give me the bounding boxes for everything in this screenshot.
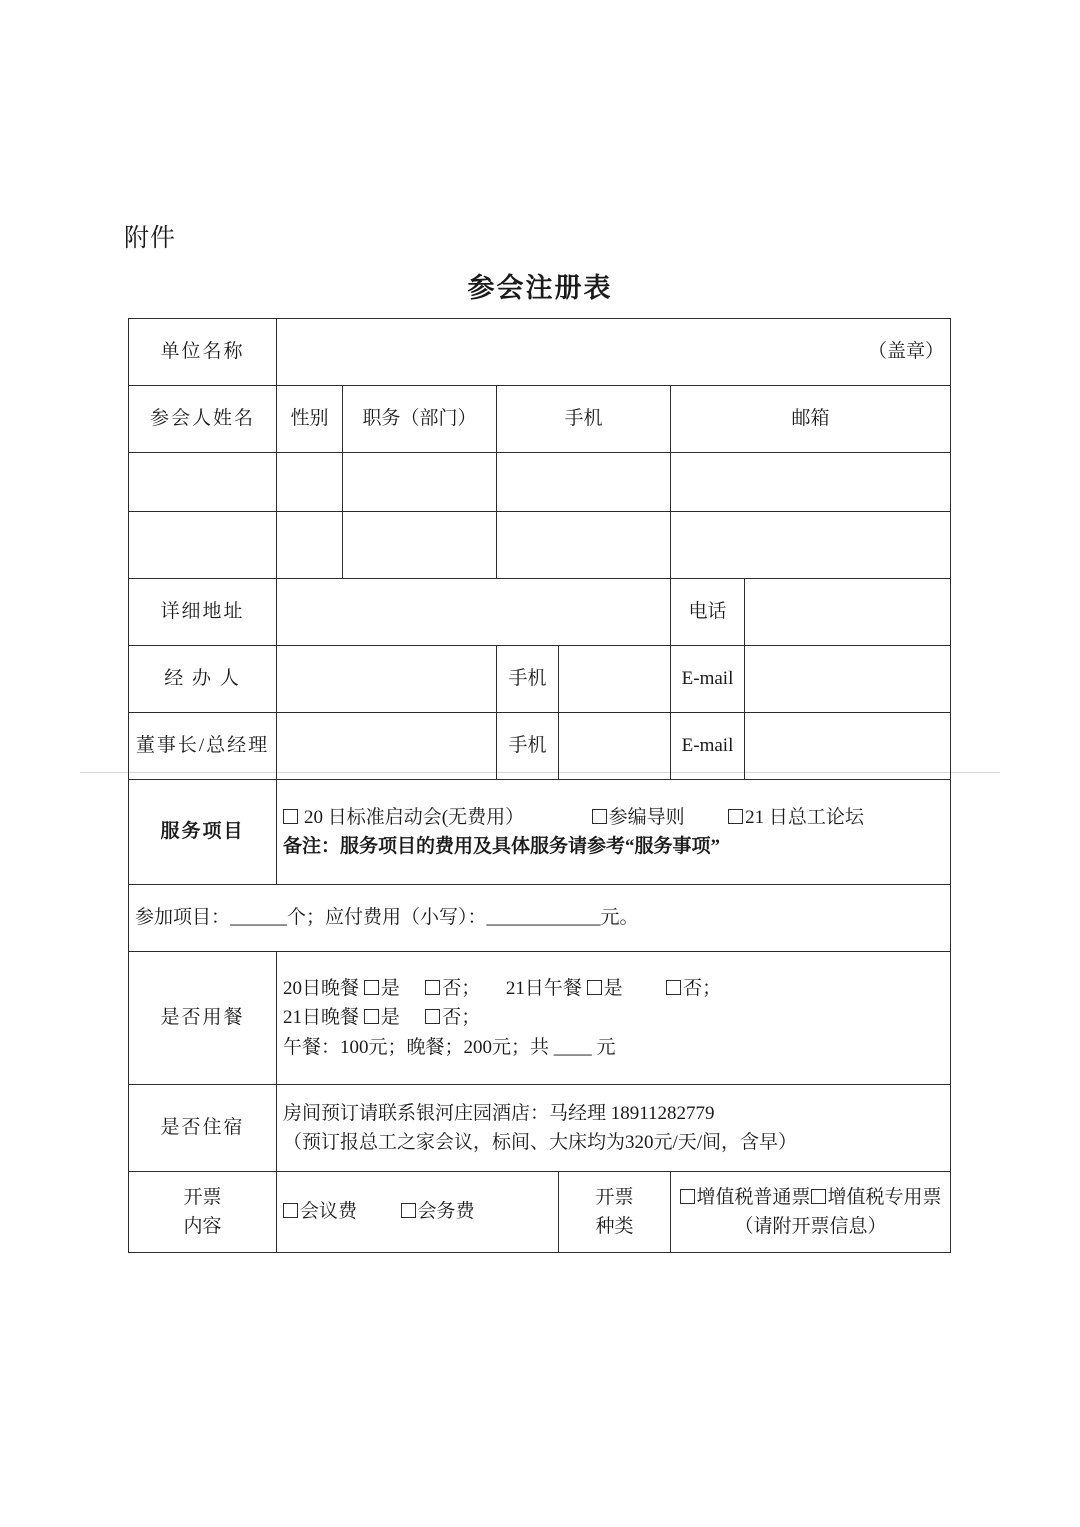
chairman-label: 董事长/总经理: [129, 713, 277, 780]
invoice-kind-general[interactable]: [680, 1187, 811, 1208]
table-row-attendee-2: [129, 512, 951, 579]
service-note: 备注：服务项目的费用及具体服务请参考“服务事项”: [283, 836, 721, 857]
checkbox-icon[interactable]: [283, 1203, 298, 1218]
table-row-meals: [129, 952, 951, 1085]
meal-item-label: 21日晚餐: [283, 1007, 360, 1029]
meal-item-label: 20日晚餐: [283, 977, 360, 999]
invoice-kind-label-text: 增值税普通票: [696, 1186, 811, 1208]
service-option-standard[interactable]: [283, 807, 524, 828]
invoice-content-label-line1: 开票: [183, 1186, 222, 1208]
join-summary-cell: [129, 885, 951, 952]
meal-sep: ；: [702, 977, 722, 999]
lodging-line-2: （预订报总工之家会议，标间、大床均为320元/天/间，含早）: [283, 1132, 798, 1153]
invoice-option-meeting-fee[interactable]: [283, 1201, 357, 1222]
checkbox-icon[interactable]: [364, 980, 379, 995]
unit-name-label: 单位名称: [129, 319, 277, 386]
service-items-cell: [277, 780, 951, 885]
attendee-position-header: 职务（部门）: [343, 386, 497, 453]
join-fee-input[interactable]: ____________: [486, 907, 601, 929]
meal-no-label: 否: [442, 977, 462, 999]
invoice-kind-options-cell: [671, 1172, 951, 1253]
checkbox-icon[interactable]: [425, 1009, 440, 1024]
handler-email-label: E-mail: [671, 646, 745, 713]
meal-label: 是否用餐: [129, 952, 277, 1085]
invoice-content-options-cell: [277, 1172, 559, 1253]
attachment-label: 附件: [124, 225, 177, 252]
meal-yes-label: 是: [380, 977, 400, 999]
attendee-email-header: 邮箱: [671, 386, 951, 453]
invoice-kind-label-text: 增值税专用票: [827, 1186, 942, 1208]
attendee-email-input[interactable]: [671, 453, 951, 512]
address-input[interactable]: [277, 579, 671, 646]
meal-yes-label: 是: [380, 1007, 400, 1029]
handler-mobile-label: 手机: [497, 646, 559, 713]
invoice-option-label: 会务费: [417, 1201, 475, 1223]
chairman-email-input[interactable]: [745, 713, 951, 780]
invoice-option-service-fee[interactable]: [401, 1201, 475, 1222]
handler-email-input[interactable]: [745, 646, 951, 713]
attendee-name-input[interactable]: [129, 453, 277, 512]
checkbox-icon[interactable]: [680, 1189, 695, 1204]
table-row-lodging: [129, 1085, 951, 1172]
table-row-address: [129, 579, 951, 646]
attendee-position-input[interactable]: [343, 453, 497, 512]
invoice-kind-note: （请附开票信息）: [734, 1216, 887, 1237]
address-label: 详细地址: [129, 579, 277, 646]
handler-mobile-input[interactable]: [559, 646, 671, 713]
meal-no-label: 否: [442, 1007, 462, 1029]
meal-20-dinner: [283, 978, 480, 999]
service-items-label: 服务项目: [129, 780, 277, 885]
meal-item-label: 21日午餐: [505, 977, 582, 999]
attendee-name-header: 参会人姓名: [129, 386, 277, 453]
attendee-mobile-input[interactable]: [497, 512, 671, 579]
meal-21-dinner: [283, 1007, 480, 1028]
registration-form-table: [128, 318, 951, 1253]
chairman-email-label: E-mail: [671, 713, 745, 780]
meal-price-line: 午餐：100元；晚餐；200元；共 ____ 元: [283, 1036, 616, 1058]
table-row-chairman: [129, 713, 951, 780]
meal-yes-label: 是: [603, 977, 623, 999]
attendee-gender-input[interactable]: [277, 512, 343, 579]
checkbox-icon[interactable]: [811, 1189, 826, 1204]
checkbox-icon[interactable]: [364, 1009, 379, 1024]
checkbox-icon[interactable]: [587, 980, 602, 995]
page-title: 参会注册表: [467, 273, 613, 303]
invoice-kind-label: [559, 1172, 671, 1253]
checkbox-icon[interactable]: [283, 809, 298, 824]
checkbox-icon[interactable]: [592, 809, 607, 824]
join-count-prefix: 参加项目：: [135, 907, 231, 929]
meal-line-2: [283, 1003, 944, 1032]
attendee-mobile-header: 手机: [497, 386, 671, 453]
unit-name-input[interactable]: （盖章）: [277, 319, 951, 386]
handler-label: 经 办 人: [129, 646, 277, 713]
service-options-row: [283, 803, 944, 832]
service-option-label: 20 日标准启动会(无费用）: [304, 806, 525, 828]
meal-line-1: [283, 974, 944, 1003]
attendee-name-input[interactable]: [129, 512, 277, 579]
invoice-content-label: [129, 1172, 277, 1253]
invoice-kind-label-line1: 开票: [595, 1186, 634, 1208]
checkbox-icon[interactable]: [401, 1203, 416, 1218]
chairman-name-input[interactable]: [277, 713, 497, 780]
meal-options-cell: [277, 952, 951, 1085]
table-row-invoice: [129, 1172, 951, 1253]
lodging-line-1: 房间预订请联系银河庄园酒店：马经理 18911282779: [283, 1102, 715, 1124]
table-row-handler: [129, 646, 951, 713]
invoice-kind-options-row: [677, 1183, 944, 1212]
join-fee-middle: 个；应付费用（小写）：: [287, 907, 487, 929]
table-row-unit-name: [129, 319, 951, 386]
table-row-service-items: [129, 780, 951, 885]
invoice-kind-special[interactable]: [811, 1187, 942, 1208]
checkbox-icon[interactable]: [666, 980, 681, 995]
service-option-forum[interactable]: [728, 807, 864, 828]
meal-sep: ；: [461, 1007, 481, 1029]
checkbox-icon[interactable]: [728, 809, 743, 824]
phone-input[interactable]: [745, 579, 951, 646]
phone-label: 电话: [671, 579, 745, 646]
chairman-mobile-input[interactable]: [559, 713, 671, 780]
chairman-mobile-label: 手机: [497, 713, 559, 780]
attendee-mobile-input[interactable]: [497, 453, 671, 512]
invoice-content-label-line2: 内容: [183, 1216, 222, 1237]
table-row-join-summary: [129, 885, 951, 952]
invoice-kind-label-line2: 种类: [595, 1216, 634, 1237]
meal-sep: ；: [461, 977, 481, 999]
service-option-label: 21 日总工论坛: [745, 806, 864, 828]
checkbox-icon[interactable]: [425, 980, 440, 995]
join-count-input[interactable]: ______: [230, 907, 288, 929]
attendee-gender-header: 性别: [277, 386, 343, 453]
lodging-label: 是否住宿: [129, 1085, 277, 1172]
attendee-position-input[interactable]: [343, 512, 497, 579]
meal-21-lunch: [506, 978, 721, 999]
lodging-info-cell: [277, 1085, 951, 1172]
service-option-guideline[interactable]: [592, 807, 685, 828]
service-option-label: 参编导则: [608, 806, 685, 828]
handler-name-input[interactable]: [277, 646, 497, 713]
meal-no-label: 否: [683, 977, 703, 999]
invoice-option-label: 会议费: [300, 1201, 358, 1223]
attendee-email-input[interactable]: [671, 512, 951, 579]
attendee-gender-input[interactable]: [277, 453, 343, 512]
table-row-attendee-header: [129, 386, 951, 453]
join-fee-suffix: 元。: [600, 907, 639, 929]
table-row-attendee-1: [129, 453, 951, 512]
